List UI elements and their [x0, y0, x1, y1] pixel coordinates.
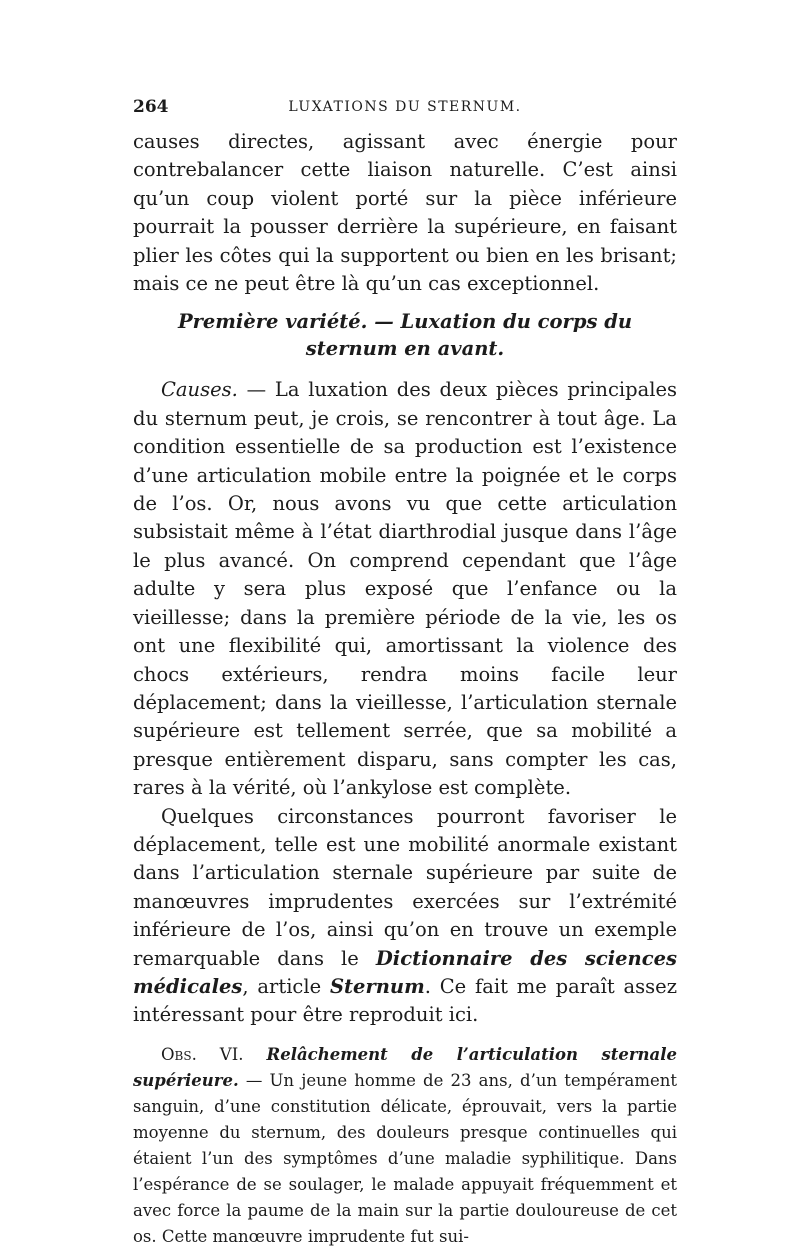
- causes-text: — La luxation des deux pièces principales du sternum peut, je crois, se rencontrer à tout âge. La condition essentielle de sa production est l’existence d’une articulation mobile entre la poignée et le corps de l’os. Or, nous avons vu que cette articulation subsistait même à l’état diarthrodial jusque dans l’âge le plus avancé. On comprend cependant que l’âge adulte y sera plus exposé que l’enfance ou la vieillesse; dans la première période de la vie, les os ont une flexibilité qui, amortissant la violence des chocs extérieurs, rendra moins facile leur déplacement; dans la vieillesse, l’articulation sternale supérieure est tellement serrée, que sa mobilité a presque entièrement disparu, sans compter les cas, rares à la vérité, où l’ankylose est complète.: [133, 378, 677, 800]
- page-number: 264: [133, 97, 169, 117]
- causes-label: Causes.: [161, 378, 238, 402]
- article-reference: Sternum: [329, 974, 425, 998]
- running-title: LUXATIONS DU STERNUM.: [288, 99, 522, 115]
- observation-text: — Un jeune homme de 23 ans, d’un tempérament sanguin, d’une constitution délicate, éprouvait, vers la partie moyenne du sternum, des douleurs presque continuelles qui étaient l’un des symptômes d’une maladie syphilitique. Dans l’espérance de se soulager, le malade appuyait fréquemment et avec force la paume de la main sur la partie douloureuse de cet os. Cette manœuvre imprudente fut sui-: [133, 1070, 677, 1246]
- observation-label: Obs. VI.: [161, 1044, 244, 1064]
- dictionary-reference: Dictionnaire des sciences médicales: [133, 946, 677, 998]
- circumstances-text-1: Quelques circonstances pourront favoriser le déplacement, telle est une mobilité anormale existant dans l’articulation sternale supérieure par suite de manœuvres imprudentes exercées sur l’extrémité inférieure de l’os, ainsi qu’on en trouve un exemple remarquable dans le: [133, 804, 677, 970]
- paragraph-continuation: causes directes, agissant avec énergie pour contrebalancer cette liaison naturelle. C’est ainsi qu’un coup violent porté sur la pièce inférieure pourrait la pousser derrière la supérieure, en faisant plier les côtes qui la supportent ou bien en les brisant; mais ce ne peut être là qu’un cas exceptionnel.: [133, 130, 677, 296]
- causes-paragraph: [133, 376, 677, 802]
- section-heading: Première variété. — Luxation du corps du sternum en avant.: [177, 310, 633, 361]
- observation-title: Relâchement de l’articulation sternale supérieure.: [133, 1044, 678, 1090]
- circumstances-text-3: . Ce fait me paraît assez intéressant pour être reproduit ici.: [133, 974, 677, 1027]
- circumstances-paragraph: [133, 803, 677, 1030]
- circumstances-text-2: , article: [242, 974, 330, 998]
- page-header: [133, 97, 677, 121]
- body-text: [133, 128, 677, 1250]
- observation-paragraph: [133, 1042, 677, 1250]
